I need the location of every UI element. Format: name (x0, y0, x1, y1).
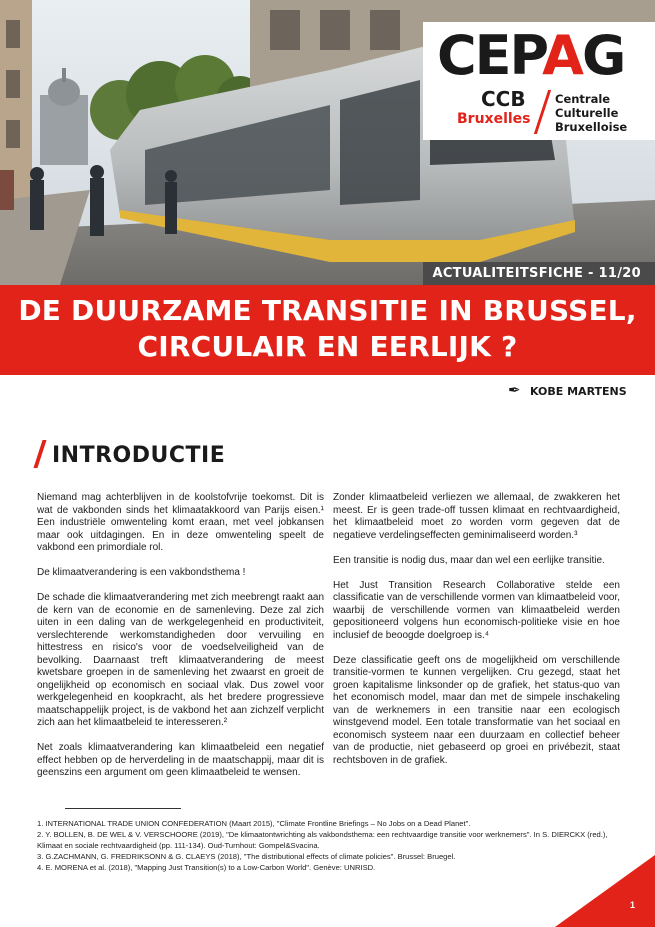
paragraph: Het Just Transition Research Collaborative stelde een classificatie van de verschillende vormen van klimaatbeleid voor, waarbij de verschillende vormen van klimaatbeleid werden gepositioneerd volgens hun economisch-politieke visie en hoe inclusief de beoogde doelgroep is.⁴ (333, 579, 620, 641)
page-title-line-2: CIRCULAIR EN EERLIJK ? (137, 330, 518, 363)
footnote: 1. INTERNATIONAL TRADE UNION CONFEDERATION (Maart 2015), "Climate Frontline Briefings – No Jobs on a Dead Planet". (37, 819, 471, 828)
corner-triangle (555, 855, 655, 927)
footnote-separator (65, 808, 181, 809)
paragraph: Niemand mag achterblijven in de koolstofvrije toekomst. Dit is wat de vakbonden sinds het klimaatakkoord van Parijs eisen.¹ Een industriële omwenteling komt eraan, met veel jobkansen maar ook uitdagingen. En in deze omwenteling speelt de vakbond een primordiale rol. (37, 492, 324, 553)
section-title: INTRODUCTIE (52, 443, 226, 468)
paragraph: Deze classificatie geeft ons de mogelijkheid om verschillende transitie-vormen te kunnen vergelijken. Cru gezegd, staat het groen kapitalisme linksonder op de grafiek, het status-quo van het economisch model, maar dan met de simpele inschakeling van de werknemers in een transitie naar een ecologisch winstgevend model. Een totale transformatie van het sociaal en economisch systeem naar een duurzaam en collectief beheer van de productie, niet gebaseerd op groei en privébezit, staat rechtsboven in de grafiek. (333, 654, 620, 766)
logo-subtitle: Centrale Culturelle Bruxelloise (555, 92, 628, 134)
right-column (333, 492, 620, 780)
title-banner (0, 285, 655, 375)
footnote: 2. Y. BOLLEN, B. DE WEL & V. VERSCHOORE (2019), "De klimaatontwrichting als vakbondsthema: een rechtvaardige transitie voor werknemers". In S. DIERCKX (red.), (37, 830, 608, 839)
section-slash (33, 440, 46, 468)
author (508, 381, 627, 400)
logo-ccb: CCB (481, 87, 526, 111)
author-name: KOBE MARTENS (530, 385, 627, 398)
left-column (37, 492, 324, 792)
paragraph: De klimaatverandering is een vakbondsthema ! (37, 567, 246, 578)
paragraph: Zonder klimaatbeleid verliezen we allemaal, de zwakkeren het meest. Er is geen trade-off tussen klimaat en rechtvaardigheid, het klimaatbeleid moet zo worden vorm gegeven dat de negatieve verdelingseffecten geminimaliseerd worden.³ (333, 492, 620, 541)
paragraph: Net zoals klimaatverandering kan klimaatbeleid een negatief effect hebben op de herverdeling in de maatschappij, maar dit is geenszins een argument om geen klimaatbeleid te wensen. (37, 742, 324, 778)
footnote: 3. G.ZACHMANN, G. FREDRIKSONN & G. CLAEYS (2018), "The distributional effects of climate policies". Brussel: Bruegel. (37, 852, 456, 861)
logo-city: Bruxelles (457, 111, 531, 127)
footnote: Klimaat en sociale rechtvaardigheid (pp. 111-134). Oud-Turnhout: Gompel&Svacina. (37, 841, 320, 850)
footnote: 4. E. MORENA et al. (2018), "Mapping Just Transition(s) to a Low-Carbon World". Genève: UNRISD. (37, 863, 376, 872)
paragraph: De schade die klimaatverandering met zich meebrengt raakt aan de kern van de economie en de samenleving. Deze zal zich uiten in een daling van de werkgelegenheid en productiviteit, verslechterende werkomstandigheden door vervuiling en hittestress en risico's voor de voedselveiligheid van de bevolking. Daarnaast treft klimaatverandering de meest kwetsbare groepen in de samenleving het zwaarst en groeit de ongelijkheid op economisch en sociaal vlak. Dus zowel voor werkgelegenheid en koopkracht, als het bredere progressieve maatschappelijk project, is de vakbond het aan zichzelf verplicht zich aan het klimaatbeleid te interesseren.² (37, 592, 324, 728)
page-title-line-1: DE DUURZAME TRANSITIE IN BRUSSEL, (18, 294, 637, 327)
page-number: 1 (630, 900, 636, 910)
pen-nib-icon: ✒ (508, 381, 521, 399)
logo-slash (534, 90, 551, 134)
fiche-label: ACTUALITEITSFICHE - 11/20 (423, 262, 655, 286)
footnotes (37, 818, 627, 873)
cepag-logo (423, 22, 655, 140)
paragraph: Een transitie is nodig dus, maar dan wel een eerlijke transitie. (333, 554, 605, 566)
logo-wordmark: CEPAG (437, 24, 625, 87)
